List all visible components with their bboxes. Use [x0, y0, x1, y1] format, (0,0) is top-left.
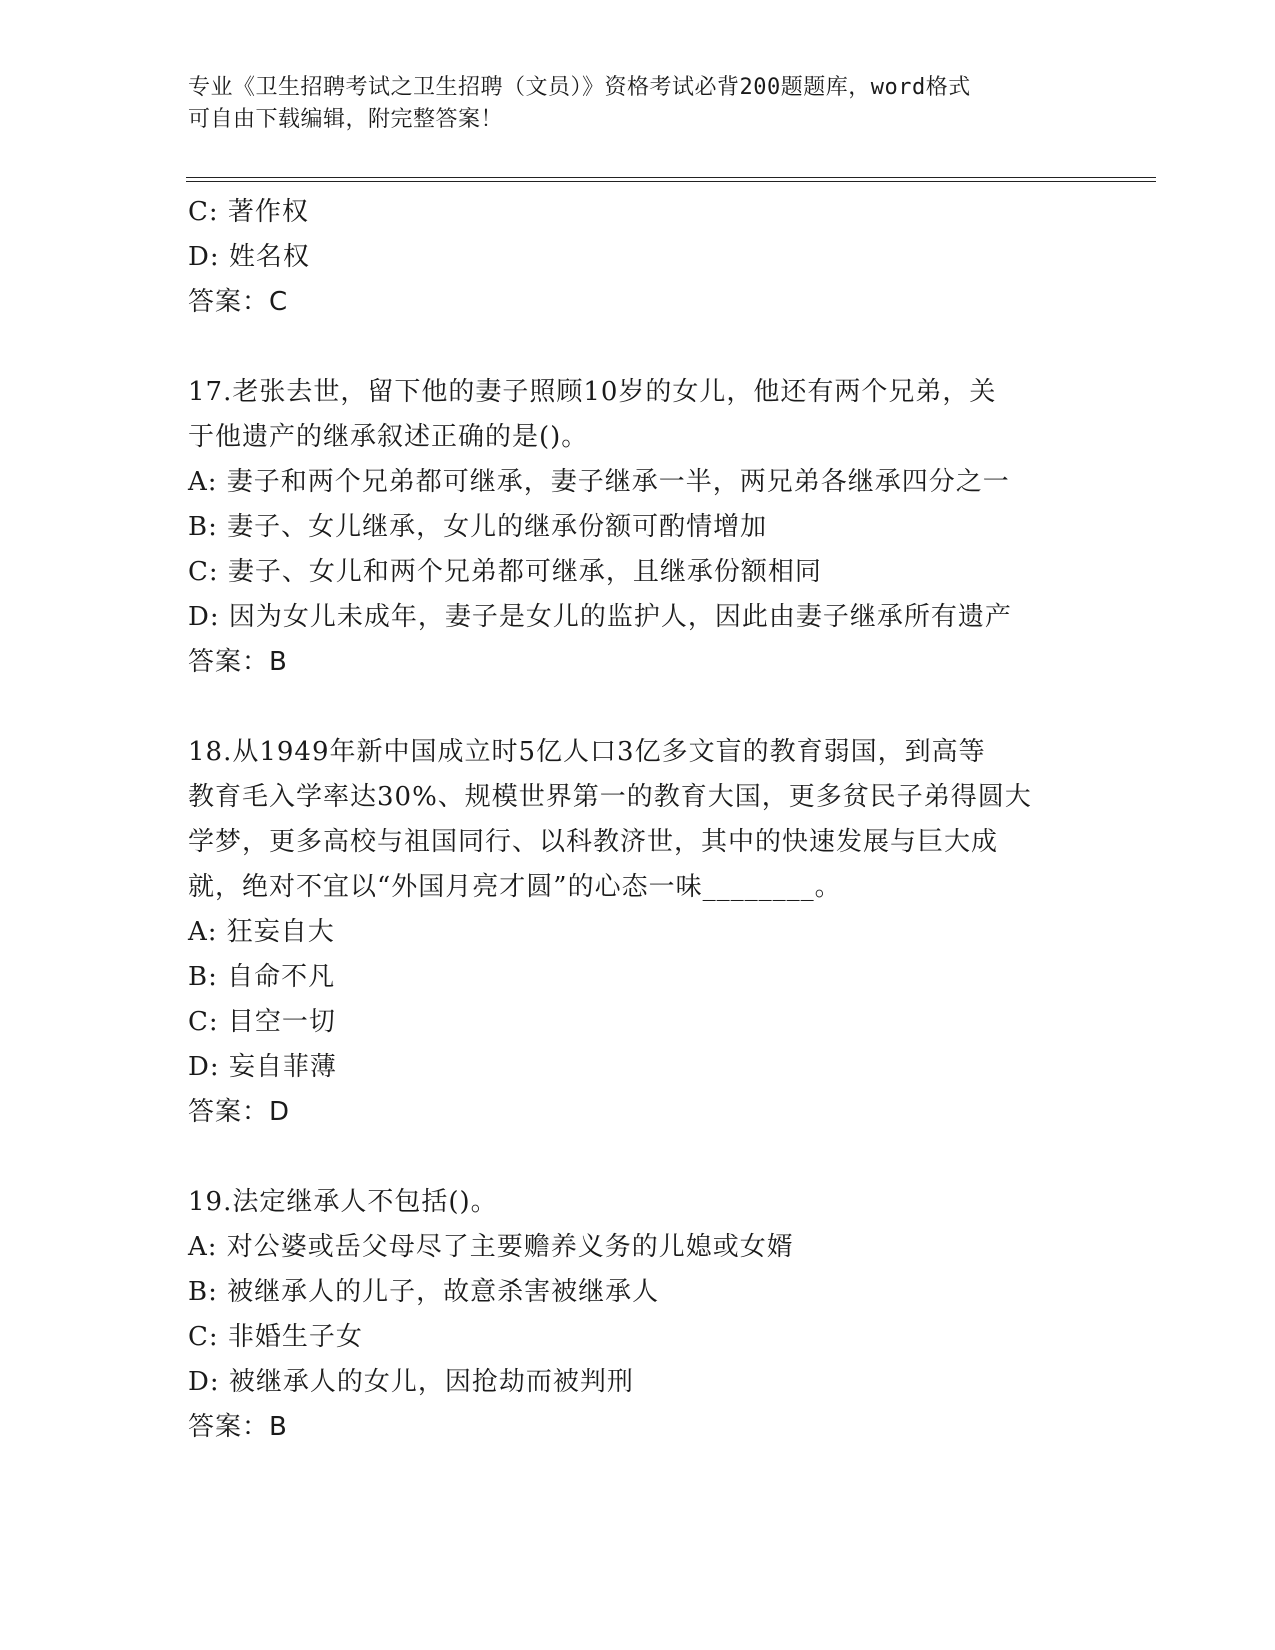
- option-c: C: 非婚生子女: [188, 1322, 363, 1352]
- option-c: C: 目空一切: [188, 1007, 336, 1037]
- question-list: [188, 190, 1088, 1450]
- question-stem-line: 就，绝对不宜以“外国月亮才圆”的心态一味________。: [188, 872, 842, 902]
- prev-question: [188, 190, 1088, 325]
- question-stem-line: 教育毛入学率达30%、规模世界第一的教育大国，更多贫民子弟得圆大: [188, 782, 1032, 812]
- question-stem-line: 19.法定继承人不包括()。: [188, 1187, 498, 1217]
- option-d: D: 被继承人的女儿，因抢劫而被判刑: [188, 1367, 634, 1397]
- question-stem-line: 学梦，更多高校与祖国同行、以科教济世，其中的快速发展与巨大成: [188, 827, 999, 857]
- document-header: [188, 72, 1088, 136]
- question-stem-line: 18.从1949年新中国成立时5亿人口3亿多文盲的教育弱国，到高等: [188, 737, 986, 767]
- answer-line: 答案：B: [188, 1412, 288, 1442]
- header-rule-bottom: [186, 181, 1156, 182]
- question-17: [188, 370, 1088, 685]
- question-18: [188, 730, 1088, 1135]
- option-a: A: 对公婆或岳父母尽了主要赡养义务的儿媳或女婿: [188, 1232, 794, 1262]
- answer-line: 答案：D: [188, 1097, 291, 1127]
- option-d: D: 因为女儿未成年，妻子是女儿的监护人，因此由妻子继承所有遗产: [188, 602, 1012, 632]
- option-a: A: 妻子和两个兄弟都可继承，妻子继承一半，两兄弟各继承四分之一: [188, 467, 1010, 497]
- option-a: A: 狂妄自大: [188, 917, 335, 947]
- option-c: C: 妻子、女儿和两个兄弟都可继承，且继承份额相同: [188, 557, 822, 587]
- answer-line: 答案：B: [188, 647, 288, 677]
- option-d: D: 姓名权: [188, 242, 310, 272]
- question-stem-line: 于他遗产的继承叙述正确的是()。: [188, 422, 589, 452]
- header-rule-top: [186, 177, 1156, 178]
- header-line-1: 专业《卫生招聘考试之卫生招聘（文员）》资格考试必背200题题库，word格式: [188, 75, 971, 100]
- option-b: B: 妻子、女儿继承，女儿的继承份额可酌情增加: [188, 512, 768, 542]
- question-stem-line: 17.老张去世，留下他的妻子照顾10岁的女儿，他还有两个兄弟，关: [188, 377, 997, 407]
- option-b: B: 自命不凡: [188, 962, 336, 992]
- option-d: D: 妄自菲薄: [188, 1052, 337, 1082]
- option-c: C: 著作权: [188, 197, 309, 227]
- header-line-2: 可自由下载编辑，附完整答案！: [188, 107, 504, 132]
- answer-line: 答案：C: [188, 287, 289, 317]
- question-19: [188, 1180, 1088, 1450]
- option-b: B: 被继承人的儿子，故意杀害被继承人: [188, 1277, 660, 1307]
